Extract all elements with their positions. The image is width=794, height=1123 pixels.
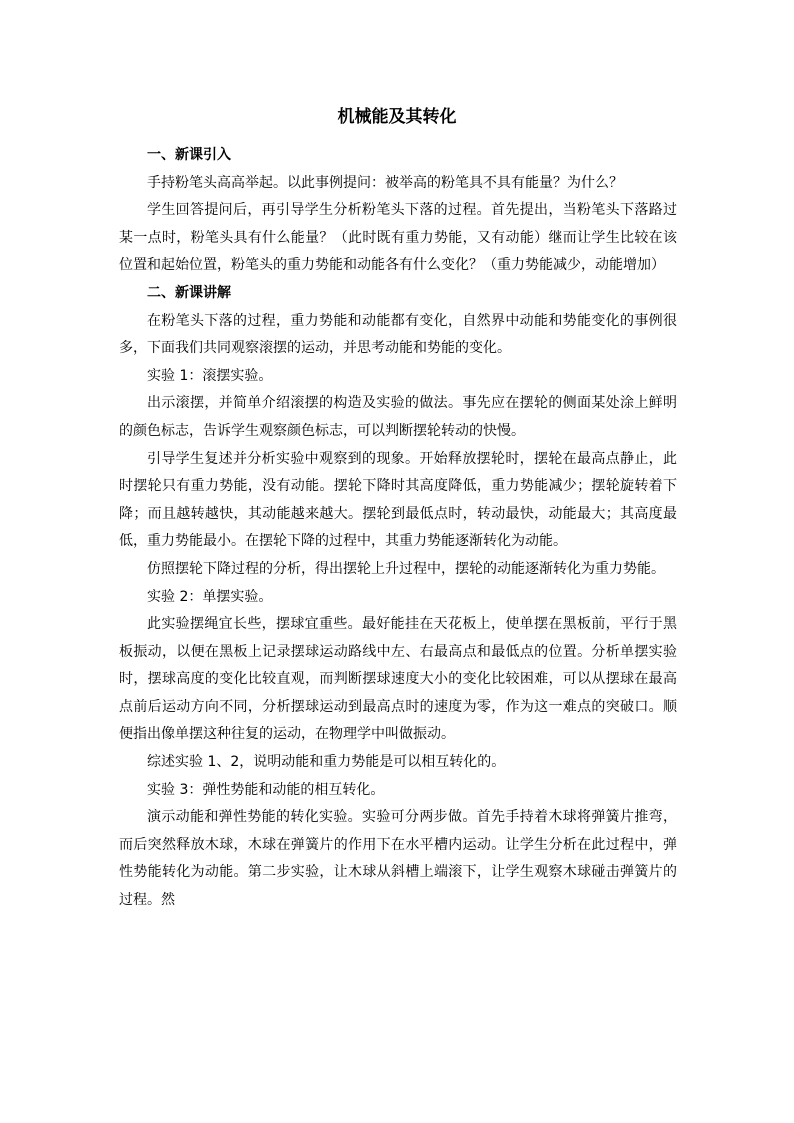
- paragraph: 此实验摆绳宜长些，摆球宜重些。最好能挂在天花板上，使单摆在黑板前，平行于黑板振动，以便在黑板上记录摆球运动路线中左、右最高点和最低点的位置。分析单摆实验时，摆球高度的变化比较直观，而判断摆球速度大小的变化比较困难，可以从摆球在最高点前后运动方向不同，分析摆球运动到最高点时的速度为零，作为这一难点的突破口。顺便指出像单摆这种往复的运动，在物理学中叫做振动。: [119, 616, 677, 743]
- paragraph: 手持粉笔头高高举起。以此事例提问：被举高的粉笔具不具有能量？为什么？: [147, 174, 623, 191]
- section-heading-lecture: 二、新课讲解: [147, 284, 231, 301]
- document-body: [119, 142, 677, 915]
- section-heading-intro: 一、新课引入: [147, 147, 231, 163]
- paragraph: 出示滚摆，并简单介绍滚摆的构造及实验的做法。事先应在摆轮的侧面某处涂上鲜明的颜色标志，告诉学生观察颜色标志，可以判断摆轮转动的快慢。: [119, 395, 677, 439]
- experiment-label: 实验 1：滚摆实验。: [147, 367, 273, 384]
- experiment-label: 实验 2：单摆实验。: [147, 588, 273, 605]
- paragraph: 在粉笔头下落的过程，重力势能和动能都有变化，自然界中动能和势能变化的事例很多，下面我们共同观察滚摆的运动，并思考动能和势能的变化。: [119, 312, 677, 357]
- paragraph: 演示动能和弹性势能的转化实验。实验可分两步做。首先手持着木球将弹簧片推弯，而后突然释放木球，木球在弹簧片的作用下在水平槽内运动。让学生分析在此过程中，弹性势能转化为动能。第二步实验，让木球从斜槽上端滚下，让学生观察木球碰击弹簧片的过程。然: [119, 809, 677, 909]
- paragraph: 引导学生复述并分析实验中观察到的现象。开始释放摆轮时，摆轮在最高点静止，此时摆轮只有重力势能，没有动能。摆轮下降时其高度降低，重力势能减少；摆轮旋转着下降；而且越转越快，其动能越来越大。摆轮到最低点时，转动最快，动能最大；其高度最低，重力势能最小。在摆轮下降的过程中，其重力势能逐渐转化为动能。: [119, 450, 677, 550]
- paragraph: 综述实验 1、2，说明动能和重力势能是可以相互转化的。: [147, 754, 506, 771]
- experiment-label: 实验 3：弹性势能和动能的相互转化。: [147, 781, 385, 798]
- paragraph: 仿照摆轮下降过程的分析，得出摆轮上升过程中，摆轮的动能逐渐转化为重力势能。: [147, 560, 665, 577]
- document-title: 机械能及其转化: [337, 107, 457, 127]
- paragraph: 学生回答提问后，再引导学生分析粉笔头下落的过程。首先提出，当粉笔头下落路过某一点时，粉笔头具有什么能量？（此时既有重力势能，又有动能）继而让学生比较在该位置和起始位置，粉笔头的重力势能和动能各有什么变化？（重力势能减少，动能增加）: [119, 202, 677, 274]
